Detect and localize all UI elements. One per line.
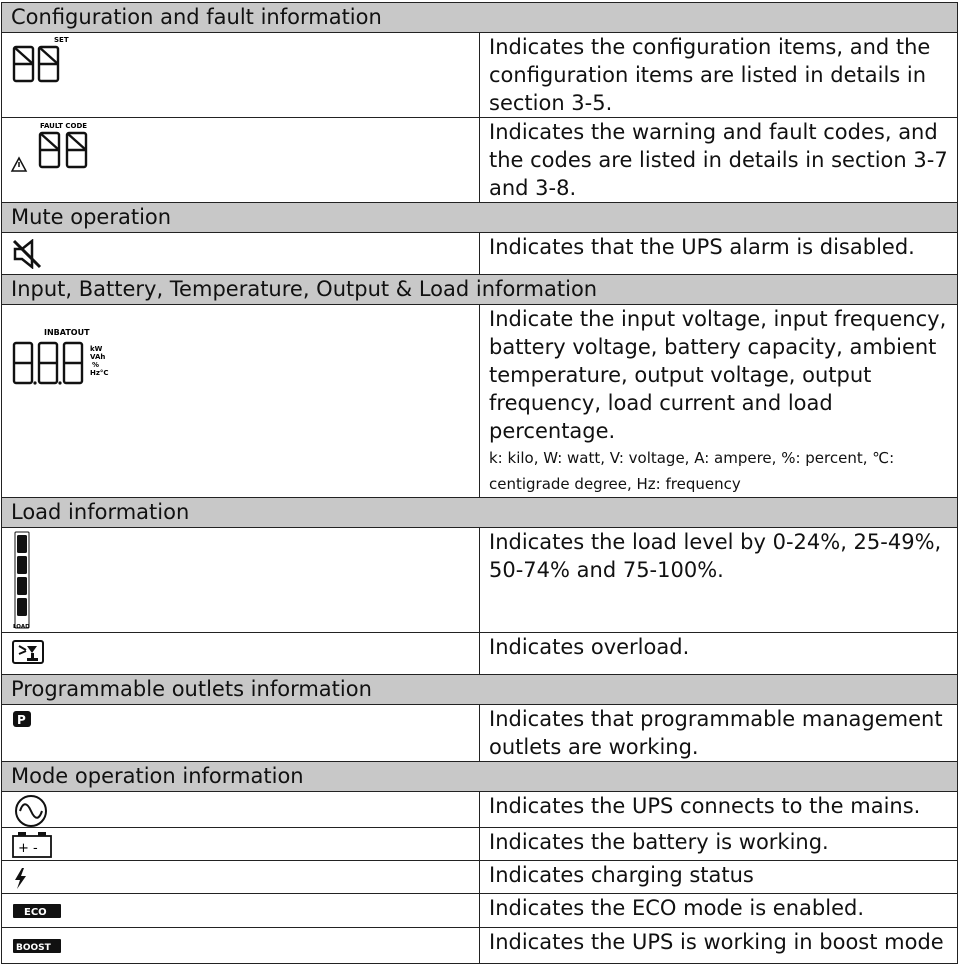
charging-desc: Indicates charging status xyxy=(480,861,958,894)
unit-vah: VAh xyxy=(90,353,106,361)
programmable-outlet-icon xyxy=(12,710,36,730)
icon-cell xyxy=(2,233,480,275)
input-desc-cell xyxy=(480,305,958,498)
unit-kw: kW xyxy=(90,345,103,353)
table-row xyxy=(2,894,958,928)
unit-hz-c: Hz°C xyxy=(90,369,109,377)
fault-code-icon xyxy=(10,120,100,174)
section-header-row xyxy=(2,275,958,305)
ac-mains-icon xyxy=(12,794,52,828)
section-mode-title: Mode operation information xyxy=(2,762,958,792)
icon-cell xyxy=(2,705,480,762)
section-header-row xyxy=(2,762,958,792)
section-header-row xyxy=(2,3,958,33)
boost-label: BOOST xyxy=(16,943,51,953)
section-header-row xyxy=(2,203,958,233)
table-row xyxy=(2,118,958,203)
table-row xyxy=(2,861,958,894)
section-header-row xyxy=(2,675,958,705)
fault-codes-desc: Indicates the warning and fault codes, and the codes are listed in details in section 3-7 and 3-8. xyxy=(480,118,958,203)
table-row xyxy=(2,233,958,275)
section-mute-title: Mute operation xyxy=(2,203,958,233)
section-config-title: Configuration and fault information xyxy=(2,3,958,33)
lcd-icon-table xyxy=(1,2,958,964)
boost-mode-icon xyxy=(12,938,66,956)
icon-cell xyxy=(2,633,480,675)
mains-desc: Indicates the UPS connects to the mains. xyxy=(480,792,958,828)
icon-cell xyxy=(2,928,480,964)
icon-cell xyxy=(2,861,480,894)
fault-code-label: FAULT CODE xyxy=(40,122,88,130)
charging-bolt-icon xyxy=(12,867,32,891)
inbatout-label: INBATOUT xyxy=(44,328,90,337)
table-row xyxy=(2,828,958,861)
icon-cell xyxy=(2,894,480,928)
table-row xyxy=(2,33,958,118)
input-units-desc: k: kilo, W: watt, V: voltage, A: ampere, %: percent, ℃: centigrade degree, Hz: frequency xyxy=(489,449,895,493)
icon-cell xyxy=(2,305,480,498)
seven-segment-readout-icon xyxy=(10,327,120,391)
icon-cell xyxy=(2,828,480,861)
mute-desc: Indicates that the UPS alarm is disabled. xyxy=(480,233,958,275)
icon-cell xyxy=(2,792,480,828)
input-main-desc: Indicate the input voltage, input frequency, battery voltage, battery capacity, ambient temperature, output voltage, output frequency, load current and load percentage. xyxy=(489,307,947,443)
table-row xyxy=(2,792,958,828)
section-header-row xyxy=(2,498,958,528)
icon-cell xyxy=(2,33,480,118)
section-outlets-title: Programmable outlets information xyxy=(2,675,958,705)
boost-desc: Indicates the UPS is working in boost mode xyxy=(480,928,958,964)
eco-desc: Indicates the ECO mode is enabled. xyxy=(480,894,958,928)
load-level-desc: Indicates the load level by 0-24%, 25-49%, 50-74% and 75-100%. xyxy=(480,528,958,633)
eco-label: ECO xyxy=(24,907,47,918)
section-load-title: Load information xyxy=(2,498,958,528)
p-label: P xyxy=(17,713,26,727)
table-row xyxy=(2,528,958,633)
overload-desc: Indicates overload. xyxy=(480,633,958,675)
table-row xyxy=(2,928,958,964)
icon-cell xyxy=(2,118,480,203)
load-level-bars-icon xyxy=(10,530,40,632)
battery-sign-label: + - xyxy=(18,841,38,856)
table-row xyxy=(2,633,958,675)
set-label: SET xyxy=(54,36,69,44)
section-input-title: Input, Battery, Temperature, Output & Load information xyxy=(2,275,958,305)
mute-speaker-icon xyxy=(12,239,44,269)
icon-cell xyxy=(2,528,480,633)
table-row xyxy=(2,305,958,498)
overload-icon xyxy=(12,640,48,668)
battery-icon xyxy=(12,831,56,859)
seven-segment-set-icon xyxy=(10,35,70,87)
load-label: LOAD xyxy=(13,624,30,630)
table-row xyxy=(2,705,958,762)
outlets-desc: Indicates that programmable management outlets are working. xyxy=(480,705,958,762)
battery-desc: Indicates the battery is working. xyxy=(480,828,958,861)
config-items-desc: Indicates the configuration items, and the configuration items are listed in details in section 3-5. xyxy=(480,33,958,118)
eco-mode-icon xyxy=(12,903,66,921)
unit-percent: % xyxy=(92,361,100,369)
